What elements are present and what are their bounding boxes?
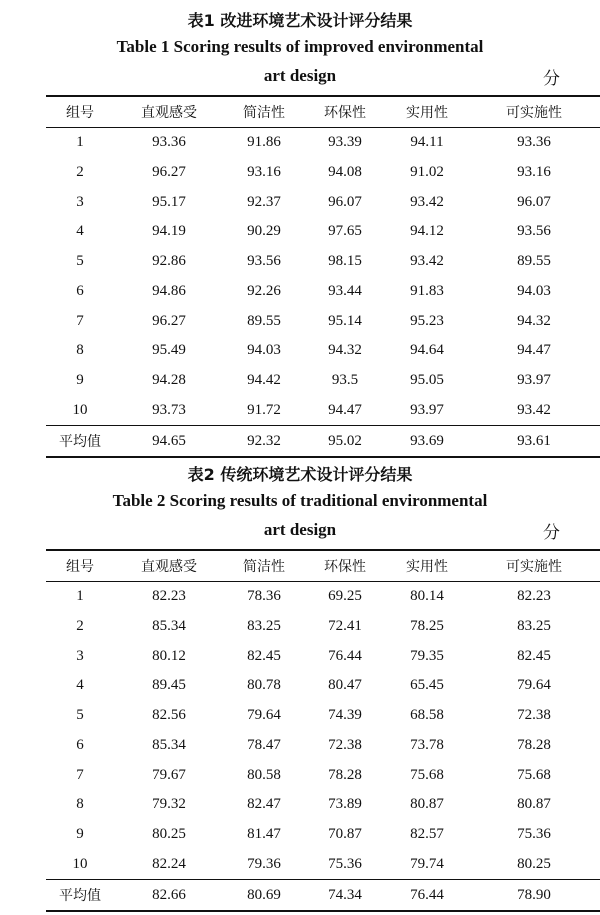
column-header: 简洁性	[224, 550, 304, 581]
score-cell: 80.58	[247, 766, 281, 783]
group-number-cell: 1	[76, 588, 84, 605]
score-cell: 94.32	[517, 312, 551, 329]
score-cell: 93.16	[517, 163, 551, 180]
score-cell: 78.28	[517, 736, 551, 753]
score-cell: 93.42	[410, 253, 444, 270]
score-cell: 93.39	[328, 134, 362, 151]
table-row	[46, 127, 600, 157]
table-row	[46, 158, 600, 188]
score-cell: 94.11	[410, 134, 444, 151]
table-row	[46, 396, 600, 426]
column-header: 组号	[46, 96, 114, 127]
score-cell: 78.36	[247, 588, 281, 605]
score-cell: 83.25	[247, 617, 281, 634]
column-header: 直观感受	[114, 550, 224, 581]
score-cell: 68.58	[410, 707, 444, 724]
score-cell: 97.65	[328, 223, 362, 240]
score-cell: 75.68	[410, 766, 444, 783]
score-cell: 79.67	[152, 766, 186, 783]
table-2-title-en-cont: art design	[263, 520, 337, 539]
group-number-cell: 2	[76, 163, 84, 180]
score-cell: 92.86	[152, 253, 186, 270]
score-cell: 92.26	[247, 282, 281, 299]
table-row	[46, 760, 600, 790]
score-cell: 94.28	[152, 372, 186, 389]
score-cell: 94.32	[328, 342, 362, 359]
table-1-title-en-cont: art design	[263, 66, 337, 85]
table-row	[46, 366, 600, 396]
score-cell: 80.47	[328, 677, 362, 694]
column-header: 简洁性	[224, 96, 304, 127]
score-cell: 92.37	[247, 193, 281, 210]
column-header: 可实施性	[468, 550, 600, 581]
score-cell: 80.14	[410, 588, 444, 605]
table-row	[46, 306, 600, 336]
score-cell: 80.78	[247, 677, 281, 694]
group-number-cell: 3	[76, 647, 84, 664]
score-cell: 72.38	[328, 736, 362, 753]
table-row	[46, 187, 600, 217]
average-cell: 78.90	[468, 880, 600, 911]
score-cell: 82.57	[410, 826, 444, 843]
table-row	[46, 277, 600, 307]
group-number-cell: 1	[76, 134, 84, 151]
column-header: 环保性	[304, 550, 386, 581]
score-cell: 79.74	[410, 855, 444, 872]
table-row	[46, 671, 600, 701]
table-1-title-cn: 表1 改进环境艺术设计评分结果	[187, 11, 413, 30]
score-cell: 83.25	[517, 617, 551, 634]
average-row	[46, 426, 600, 457]
score-cell: 72.41	[328, 617, 362, 634]
average-label: 平均值	[46, 426, 114, 457]
score-cell: 72.38	[517, 707, 551, 724]
score-cell: 80.12	[152, 647, 186, 664]
group-number-cell: 9	[76, 826, 84, 843]
column-header: 组号	[46, 550, 114, 581]
table-header-row	[46, 96, 600, 127]
group-number-cell: 6	[76, 736, 84, 753]
score-cell: 73.78	[410, 736, 444, 753]
score-cell: 85.34	[152, 617, 186, 634]
group-number-cell: 5	[76, 707, 84, 724]
score-cell: 81.47	[247, 826, 281, 843]
score-cell: 95.17	[152, 193, 186, 210]
score-cell: 93.16	[247, 163, 281, 180]
group-number-cell: 4	[76, 223, 84, 240]
score-cell: 65.45	[410, 677, 444, 694]
score-cell: 79.35	[410, 647, 444, 664]
score-cell: 79.64	[517, 677, 551, 694]
score-cell: 75.36	[517, 826, 551, 843]
score-cell: 82.24	[152, 855, 186, 872]
table-row	[46, 820, 600, 850]
table-row	[46, 641, 600, 671]
average-cell: 94.65	[114, 426, 224, 457]
table-row	[46, 850, 600, 880]
table-1	[46, 95, 600, 458]
score-cell: 94.08	[328, 163, 362, 180]
score-cell: 95.14	[328, 312, 362, 329]
score-cell: 93.42	[410, 193, 444, 210]
table-2-title-en: Table 2 Scoring results of traditional environmental	[112, 491, 488, 510]
column-header: 环保性	[304, 96, 386, 127]
group-number-cell: 3	[76, 193, 84, 210]
score-cell: 95.05	[410, 372, 444, 389]
score-cell: 82.56	[152, 707, 186, 724]
score-cell: 70.87	[328, 826, 362, 843]
average-cell: 93.61	[468, 426, 600, 457]
score-cell: 93.56	[247, 253, 281, 270]
table-1-unit: 分	[543, 69, 560, 89]
score-cell: 94.47	[328, 401, 362, 418]
score-cell: 75.36	[328, 855, 362, 872]
table-2	[46, 549, 600, 912]
score-cell: 78.28	[328, 766, 362, 783]
score-cell: 78.47	[247, 736, 281, 753]
score-cell: 78.25	[410, 617, 444, 634]
score-cell: 94.47	[517, 342, 551, 359]
score-cell: 98.15	[328, 253, 362, 270]
table-row	[46, 581, 600, 611]
average-cell: 76.44	[386, 880, 468, 911]
score-cell: 79.36	[247, 855, 281, 872]
score-cell: 80.25	[152, 826, 186, 843]
table-row	[46, 731, 600, 761]
score-cell: 85.34	[152, 736, 186, 753]
score-cell: 91.83	[410, 282, 444, 299]
average-cell: 82.66	[114, 880, 224, 911]
group-number-cell: 10	[72, 401, 88, 418]
column-header: 实用性	[386, 96, 468, 127]
group-number-cell: 10	[72, 855, 88, 872]
score-cell: 93.97	[410, 401, 444, 418]
score-cell: 82.47	[247, 796, 281, 813]
score-cell: 94.86	[152, 282, 186, 299]
score-cell: 82.23	[152, 588, 186, 605]
score-cell: 79.32	[152, 796, 186, 813]
group-number-cell: 4	[76, 677, 84, 694]
score-cell: 94.42	[247, 372, 281, 389]
table-2-title-cn: 表2 传统环境艺术设计评分结果	[187, 465, 413, 484]
score-cell: 80.87	[410, 796, 444, 813]
table-1-title-en: Table 1 Scoring results of improved environmental	[116, 37, 484, 56]
score-cell: 91.02	[410, 163, 444, 180]
table-row	[46, 336, 600, 366]
score-cell: 79.64	[247, 707, 281, 724]
column-header: 可实施性	[468, 96, 600, 127]
group-number-cell: 5	[76, 253, 84, 270]
average-cell: 92.32	[224, 426, 304, 457]
score-cell: 93.73	[152, 401, 186, 418]
score-cell: 80.87	[517, 796, 551, 813]
score-cell: 89.55	[517, 253, 551, 270]
score-cell: 75.68	[517, 766, 551, 783]
score-cell: 89.55	[247, 312, 281, 329]
group-number-cell: 9	[76, 372, 84, 389]
score-cell: 82.45	[517, 647, 551, 664]
table-header-row	[46, 550, 600, 581]
score-cell: 96.27	[152, 163, 186, 180]
score-cell: 94.64	[410, 342, 444, 359]
score-cell: 93.36	[152, 134, 186, 151]
average-label: 平均值	[46, 880, 114, 911]
score-cell: 76.44	[328, 647, 362, 664]
group-number-cell: 2	[76, 617, 84, 634]
group-number-cell: 7	[76, 766, 84, 783]
score-cell: 91.72	[247, 401, 281, 418]
score-cell: 93.42	[517, 401, 551, 418]
table-row	[46, 247, 600, 277]
score-cell: 69.25	[328, 588, 362, 605]
table-row	[46, 790, 600, 820]
score-cell: 93.5	[331, 372, 359, 389]
score-cell: 73.89	[328, 796, 362, 813]
score-cell: 94.03	[247, 342, 281, 359]
score-cell: 94.19	[152, 223, 186, 240]
score-cell: 91.86	[247, 134, 281, 151]
score-cell: 89.45	[152, 677, 186, 694]
table-row	[46, 612, 600, 642]
group-number-cell: 8	[76, 342, 84, 359]
score-cell: 94.12	[410, 223, 444, 240]
score-cell: 90.29	[247, 223, 281, 240]
column-header: 直观感受	[114, 96, 224, 127]
score-cell: 94.03	[517, 282, 551, 299]
score-cell: 93.56	[517, 223, 551, 240]
score-cell: 96.07	[328, 193, 362, 210]
average-cell: 80.69	[224, 880, 304, 911]
group-number-cell: 7	[76, 312, 84, 329]
score-cell: 93.97	[517, 372, 551, 389]
score-cell: 82.23	[517, 588, 551, 605]
score-cell: 82.45	[247, 647, 281, 664]
group-number-cell: 6	[76, 282, 84, 299]
group-number-cell: 8	[76, 796, 84, 813]
table-row	[46, 701, 600, 731]
column-header: 实用性	[386, 550, 468, 581]
average-cell: 93.69	[386, 426, 468, 457]
score-cell: 95.23	[410, 312, 444, 329]
score-cell: 74.39	[328, 707, 362, 724]
score-cell: 93.36	[517, 134, 551, 151]
score-cell: 93.44	[328, 282, 362, 299]
score-cell: 96.07	[517, 193, 551, 210]
table-row	[46, 217, 600, 247]
table-2-unit: 分	[543, 523, 560, 543]
score-cell: 96.27	[152, 312, 186, 329]
average-cell: 74.34	[304, 880, 386, 911]
average-cell: 95.02	[304, 426, 386, 457]
score-cell: 95.49	[152, 342, 186, 359]
average-row	[46, 880, 600, 911]
score-cell: 80.25	[517, 855, 551, 872]
